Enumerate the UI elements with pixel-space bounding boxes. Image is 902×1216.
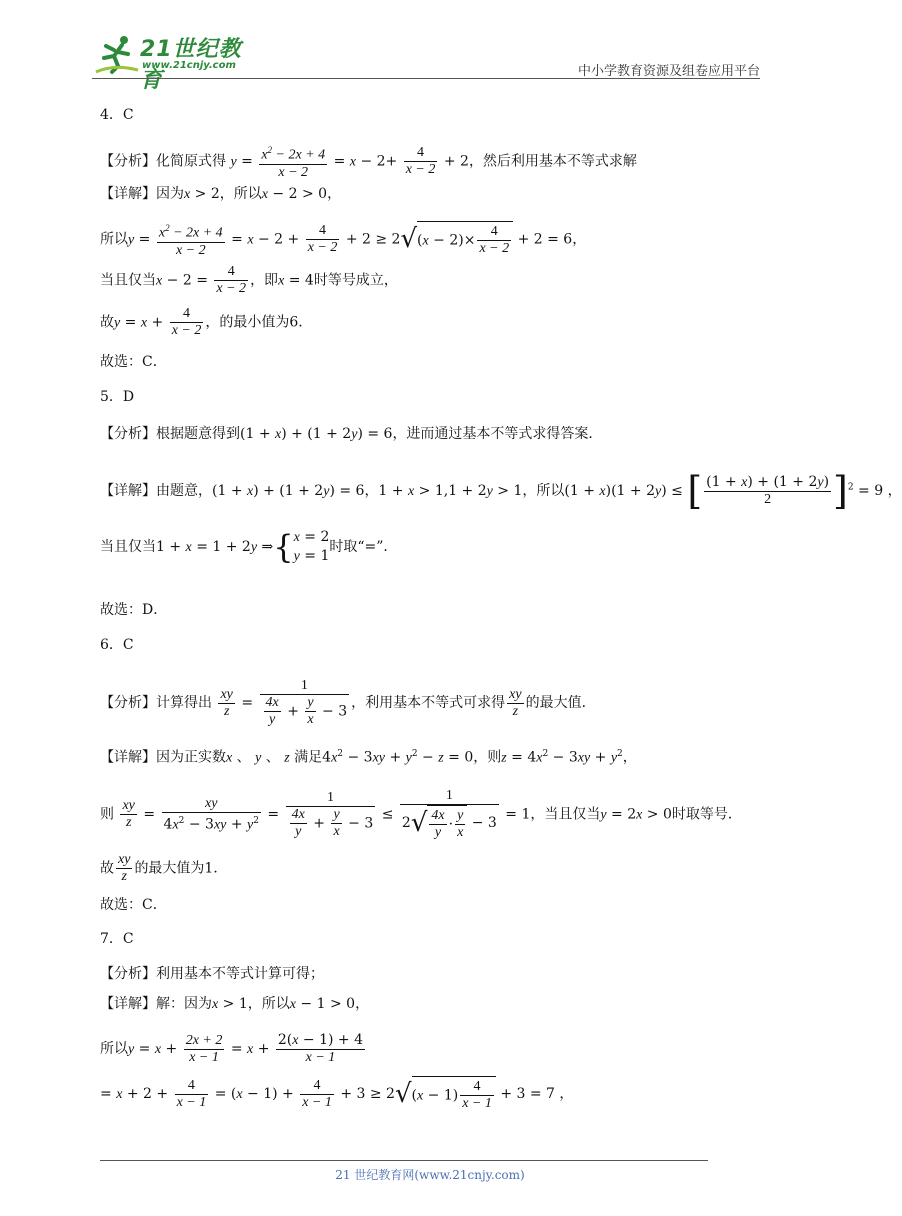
q5-answer: 5．D [100, 389, 135, 405]
q5-detail: 【详解】由题意，(1 + x) + (1 + 2y) = 6，1 + x > 1,1 + 2y > 1，所以(1 + x)(1 + 2y) ≤ [ $\frac{(1 + x) + (1 + 2y)}{2}$ ]$^2$ = 9 ， [100, 469, 902, 513]
q6-derivation: 则 $\frac{xy}{z}$ = $\frac{xy}{4x^2 - 3xy + y^2}$ = 1 $\frac{4x}{y}$ + $\frac{y}{x}$ − 3 ≤ 1 2√ $\frac{4x}{y}$ · $\frac{y}{x}$ − 3 = 1，当且仅当y = 2x > 0时取等号． [100, 788, 742, 840]
q4-answer: 4．C [100, 107, 134, 123]
q7-derivation-2: = x + 2 + $\frac{4}{x - 1}$ = (x − 1) + $\frac{4}{x - 1}$ + 3 ≥ 2√(x − 1) $\frac{4}{x - 1}$ + 3 = 7 ， [100, 1077, 574, 1111]
q4-choice: 故选：C． [100, 354, 167, 370]
logo-text: 21世纪教育 [140, 37, 242, 93]
q5-analysis: 【分析】根据题意得到(1 + x) + (1 + 2y) = 6，进而通过基本不等式求得答案． [100, 426, 603, 442]
footer-link[interactable]: 21 世纪教育网(www.21cnjy.com) [335, 1168, 525, 1182]
q4-analysis: 【分析】化简原式得 y = $\frac{x^2 - 2x + 4}{x - 2}$ = x − 2+ $\frac{4}{x - 2}$ + 2，然后利用基本不等式求解 [100, 142, 637, 181]
platform-name: 中小学教育资源及组卷应用平台 [577, 64, 760, 79]
q7-answer: 7．C [100, 931, 134, 947]
q7-analysis: 【分析】利用基本不等式计算可得； [100, 966, 324, 982]
q4-equality: 当且仅当x − 2 = $\frac{4}{x - 2}$ ，即x = 4时等号成立， [100, 264, 398, 296]
q5-choice: 故选：D． [100, 602, 168, 618]
q6-answer: 6．C [100, 637, 134, 653]
site-logo[interactable] [92, 30, 262, 93]
q6-analysis: 【分析】计算得出 $\frac{xy}{z}$ = 1 $\frac{4x}{y}$ + $\frac{y}{x}$ − 3 ，利用基本不等式可求得 $\frac{xy}{z}$ 的最大值． [100, 678, 596, 727]
footer-divider [100, 1160, 708, 1161]
page-header [92, 30, 760, 93]
q7-derivation-1: 所以y = x + $\frac{2x + 2}{x - 1}$ = x + $\frac{2(x - 1) + 4}{x - 1}$ [100, 1032, 364, 1065]
q6-detail: 【详解】因为正实数x 、 y 、 z 满足$4x^2 - 3xy + y^2 - z = 0$，则$z = 4x^2 - 3xy + y^2$， [100, 749, 637, 766]
q4-derivation: 所以y = $\frac{x^2 - 2x + 4}{x - 2}$ = x − 2 + $\frac{4}{x - 2}$ + 2 ≥ 2√(x − 2)× $\frac{4}{x - 2}$ + 2 = 6， [100, 220, 586, 259]
q4-minimum: 故y = x + $\frac{4}{x - 2}$ ，的最小值为6． [100, 306, 313, 338]
runner-logo-icon [94, 34, 140, 74]
q5-equality: 当且仅当1 + x = 1 + 2y ⇒{x = 2 y = 1时取“=”． [100, 528, 398, 566]
logo-url: www.21cnjy.com [142, 60, 236, 71]
q7-detail: 【详解】解：因为x > 1，所以x − 1 > 0， [100, 996, 370, 1012]
q4-detail: 【详解】因为x > 2，所以x − 2 > 0， [100, 186, 342, 202]
q6-maximum: 故 $\frac{xy}{z}$ 的最大值为1． [100, 852, 228, 884]
header-divider [92, 78, 760, 79]
q6-choice: 故选：C． [100, 897, 167, 913]
